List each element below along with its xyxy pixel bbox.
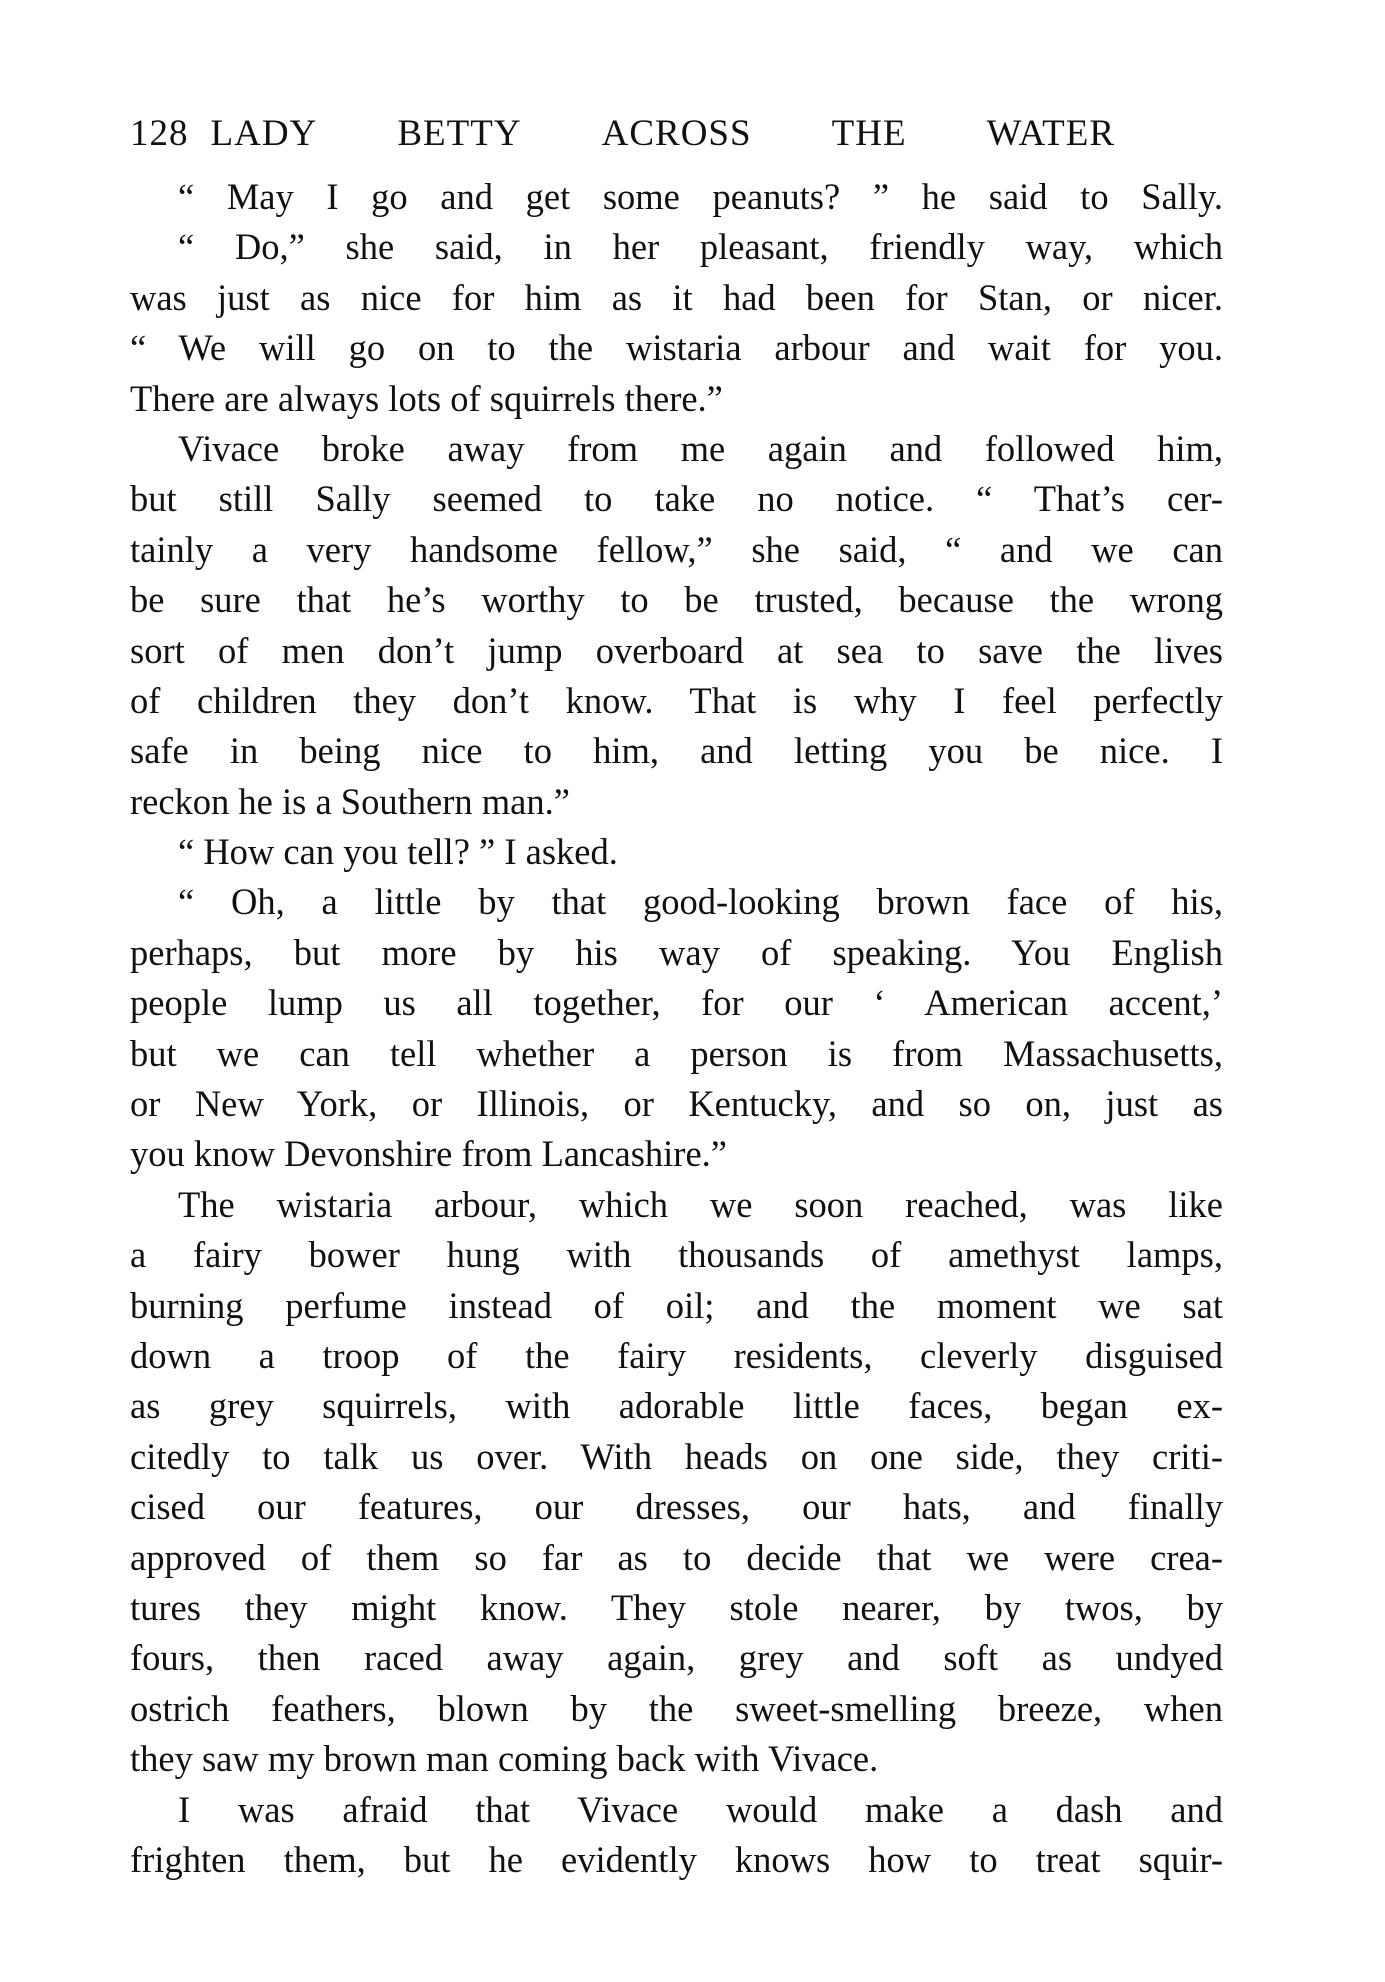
text-line: burning perfume instead of oil; and the moment we sat xyxy=(130,1284,1223,1326)
title-word: ACROSS xyxy=(601,113,752,154)
text-line: of children they don’t know. That is why I feel perfectly xyxy=(130,679,1223,721)
title-word: LADY xyxy=(210,113,318,154)
text-line: people lump us all together, for our ‘ American accent,’ xyxy=(130,982,1223,1024)
text-line: but still Sally seemed to take no notice. “ That’s cer- xyxy=(130,478,1223,520)
page-number: 128 xyxy=(130,113,189,154)
text-line: sort of men don’t jump overboard at sea to save the lives xyxy=(130,629,1223,671)
text-line: fours, then raced away again, grey and soft as undyed xyxy=(130,1637,1223,1679)
text-line: or New York, or Illinois, or Kentucky, and so on, just as xyxy=(130,1083,1223,1125)
text-line: “ We will go on to the wistaria arbour and wait for you. xyxy=(130,327,1223,369)
text-line: a fairy bower hung with thousands of amethyst lamps, xyxy=(130,1234,1223,1276)
text-line: reckon he is a Southern man.” xyxy=(130,780,570,822)
body-text xyxy=(130,172,1223,1885)
text-line: perhaps, but more by his way of speaking. You English xyxy=(130,931,1223,973)
text-line: “ How can you tell? ” I asked. xyxy=(178,831,618,873)
title-word: THE xyxy=(831,113,907,154)
text-line: There are always lots of squirrels there.” xyxy=(130,377,723,419)
text-line: ostrich feathers, blown by the sweet-smelling breeze, when xyxy=(130,1687,1223,1729)
text-line: tures they might know. They stole nearer, by twos, by xyxy=(130,1586,1223,1628)
text-line: “ May I go and get some peanuts? ” he said to Sally. xyxy=(178,176,1223,217)
text-line: tainly a very handsome fellow,” she said, “ and we can xyxy=(130,528,1223,570)
text-line: safe in being nice to him, and letting you be nice. I xyxy=(130,730,1223,772)
text-line: The wistaria arbour, which we soon reached, was like xyxy=(178,1183,1223,1225)
text-line: Vivace broke away from me again and followed him, xyxy=(178,427,1223,469)
text-line: I was afraid that Vivace would make a dash and xyxy=(178,1788,1223,1830)
text-line: “ Do,” she said, in her pleasant, friendly way, which xyxy=(178,226,1223,268)
text-line: frighten them, but he evidently knows how to treat squir- xyxy=(130,1838,1223,1880)
running-header xyxy=(130,112,1115,155)
text-line: as grey squirrels, with adorable little faces, began ex- xyxy=(130,1385,1223,1427)
text-line: was just as nice for him as it had been for Stan, or nicer. xyxy=(130,276,1223,318)
text-line: citedly to talk us over. With heads on one side, they criti- xyxy=(130,1435,1223,1477)
title-word: BETTY xyxy=(397,113,522,154)
text-line: they saw my brown man coming back with Vivace. xyxy=(130,1738,879,1780)
text-line: cised our features, our dresses, our hats, and finally xyxy=(130,1486,1223,1528)
text-line: be sure that he’s worthy to be trusted, because the wrong xyxy=(130,579,1223,621)
text-line: you know Devonshire from Lancashire.” xyxy=(130,1133,727,1175)
text-line: down a troop of the fairy residents, cleverly disguised xyxy=(130,1334,1223,1376)
running-title xyxy=(211,112,1116,155)
title-word: WATER xyxy=(986,113,1115,154)
text-line: approved of them so far as to decide that we were crea- xyxy=(130,1536,1223,1578)
text-line: “ Oh, a little by that good-looking brown face of his, xyxy=(178,881,1223,923)
text-line: but we can tell whether a person is from Massachusetts, xyxy=(130,1032,1223,1074)
